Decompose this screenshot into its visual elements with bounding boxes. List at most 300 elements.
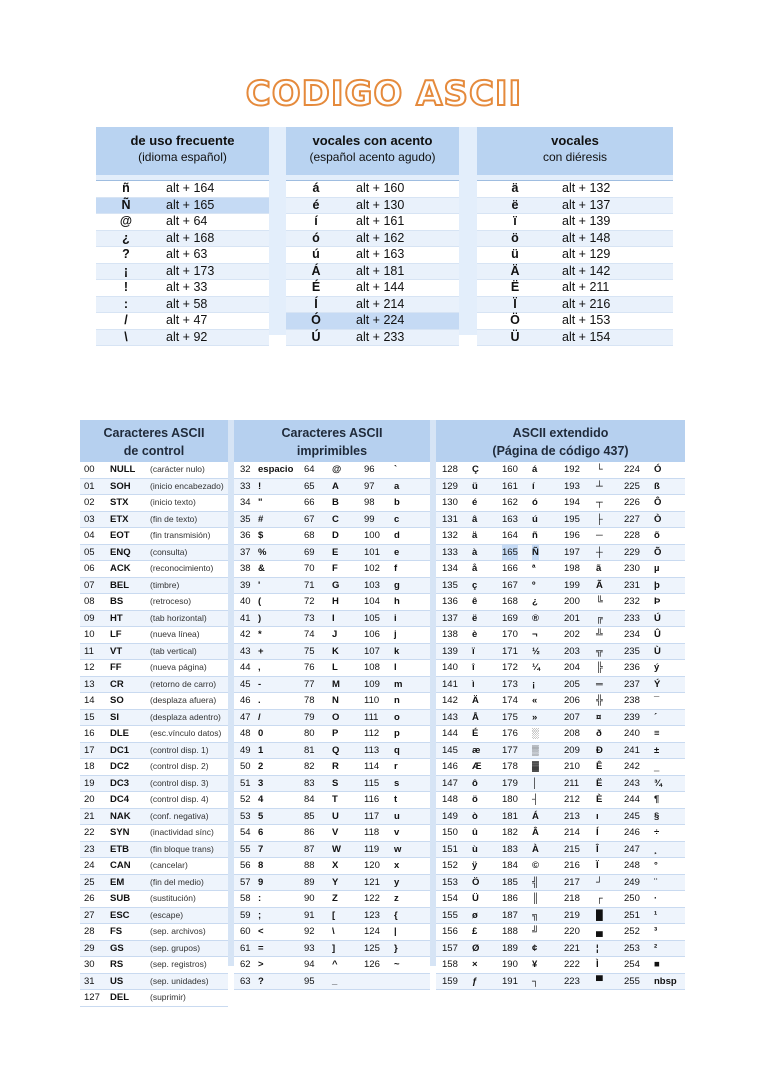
character: B: [332, 497, 339, 508]
table-row: [80, 974, 228, 991]
character: ú: [532, 513, 538, 525]
table-row: [477, 280, 673, 297]
description: (nueva página): [150, 662, 207, 672]
character: Å: [472, 711, 479, 723]
character: í: [532, 480, 535, 492]
character: ¡: [123, 263, 129, 278]
character: ─: [596, 530, 603, 541]
table-row: [234, 759, 430, 776]
character: ã: [596, 563, 602, 574]
mnemonic: EOT: [110, 530, 130, 541]
table-row: [96, 214, 269, 231]
code: 117: [364, 810, 380, 822]
code: 51: [240, 777, 251, 789]
character: ÷: [654, 827, 660, 838]
character: S: [332, 777, 339, 789]
character: ö: [472, 794, 478, 805]
alt-code: alt + 161: [356, 214, 405, 228]
code: 183: [502, 843, 518, 855]
table-row: [436, 924, 685, 941]
character: ç: [472, 579, 478, 591]
character: Ã: [596, 579, 603, 591]
table-row: [80, 611, 228, 628]
code: 34: [240, 497, 251, 508]
code: 79: [304, 711, 315, 723]
character: @: [332, 464, 342, 475]
character: ¬: [532, 629, 538, 640]
code: 41: [240, 612, 251, 624]
code: 69: [304, 546, 315, 558]
character: ): [258, 612, 262, 624]
code: 132: [442, 530, 458, 541]
table-row: [80, 990, 228, 1007]
table-row: [80, 462, 228, 479]
mnemonic: SO: [110, 695, 124, 706]
table-row: [234, 693, 430, 710]
character: Ö: [472, 876, 480, 888]
alt-code: alt + 154: [562, 329, 611, 344]
description: (suprimir): [150, 992, 186, 1002]
printable-header: [234, 420, 430, 462]
code: 217: [564, 876, 580, 888]
character: o: [394, 711, 400, 723]
alt-code: alt + 164: [166, 181, 215, 195]
code: 237: [624, 678, 640, 690]
character: ü: [511, 247, 519, 261]
alt-code: alt + 137: [562, 197, 611, 212]
code: 01: [84, 480, 95, 492]
code: 252: [624, 926, 640, 937]
table-row: [436, 825, 685, 842]
code: 129: [442, 480, 458, 492]
character: é: [472, 497, 478, 508]
character: Z: [332, 893, 338, 904]
code: 152: [442, 860, 458, 871]
code: 240: [624, 728, 640, 739]
table-row: [286, 297, 459, 314]
character: È: [596, 794, 603, 805]
mnemonic: HT: [110, 612, 123, 624]
character: ▒: [532, 744, 539, 756]
code: 156: [442, 926, 458, 937]
character: !: [123, 280, 129, 294]
character: 8: [258, 860, 264, 871]
character: w: [394, 843, 402, 855]
extended-header: [436, 420, 685, 462]
code: 140: [442, 662, 458, 673]
code: 191: [502, 975, 518, 987]
table-row: [286, 198, 459, 215]
code: 190: [502, 959, 518, 970]
character: ü: [472, 480, 478, 492]
code: 118: [364, 827, 380, 838]
mnemonic: DC2: [110, 761, 130, 772]
code: 155: [442, 909, 458, 921]
alt-code: alt + 63: [166, 247, 208, 261]
description: (retroceso): [150, 596, 192, 606]
code: 105: [364, 612, 380, 624]
character: á: [532, 464, 538, 475]
table-row: [286, 247, 459, 264]
table-row: [80, 561, 228, 578]
table-row: [80, 627, 228, 644]
character: ô: [472, 777, 478, 789]
code: 127: [84, 992, 100, 1003]
section-rows: [477, 180, 673, 346]
table-row: [286, 313, 459, 330]
character: ?: [258, 975, 264, 987]
character: E: [332, 546, 339, 558]
character: a: [394, 480, 400, 492]
code: 106: [364, 629, 380, 640]
code: 06: [84, 563, 95, 574]
table-row: [96, 231, 269, 248]
character: å: [472, 563, 478, 574]
code: 171: [502, 645, 518, 657]
code: 243: [624, 777, 640, 789]
character: M: [332, 678, 340, 690]
table-row: [80, 743, 228, 760]
table-row: [234, 627, 430, 644]
code: 13: [84, 678, 95, 690]
code: 136: [442, 596, 458, 607]
description: (sep. archivos): [150, 926, 206, 936]
code: 28: [84, 926, 95, 937]
code: 236: [624, 662, 640, 673]
section-header: [477, 127, 673, 175]
alt-code: alt + 132: [562, 181, 611, 195]
character: Ü: [472, 893, 479, 904]
table-row: [234, 792, 430, 809]
code: 170: [502, 629, 518, 640]
code: 80: [304, 728, 315, 739]
character: █: [596, 909, 603, 921]
code: 75: [304, 645, 315, 657]
code: 19: [84, 777, 95, 789]
character: ñ: [532, 530, 538, 541]
code: 88: [304, 860, 315, 871]
mnemonic: ESC: [110, 909, 130, 921]
code: 94: [304, 959, 315, 970]
code: 134: [442, 563, 458, 574]
code: 25: [84, 876, 95, 888]
code: 49: [240, 744, 251, 756]
table-row: [234, 545, 430, 562]
mnemonic: STX: [110, 497, 129, 508]
table-row: [234, 908, 430, 925]
code: 142: [442, 695, 458, 706]
mnemonic: RS: [110, 959, 124, 970]
ascii-table: [80, 420, 685, 1003]
table-row: [80, 726, 228, 743]
alt-codes-table: [96, 127, 673, 344]
alt-code: alt + 181: [356, 263, 405, 278]
code: 175: [502, 711, 518, 723]
mnemonic: CR: [110, 678, 124, 690]
table-row: [234, 710, 430, 727]
code: 31: [84, 975, 95, 987]
character: Ä: [510, 263, 520, 278]
character: ║: [532, 893, 539, 904]
code: 125: [364, 942, 380, 954]
table-row: [436, 776, 685, 793]
character: Ì: [596, 959, 599, 970]
alt-code: alt + 216: [562, 296, 611, 311]
code: 14: [84, 695, 95, 706]
character: >: [258, 959, 264, 970]
character: │: [532, 777, 538, 789]
character: Ð: [596, 744, 603, 756]
code: 116: [364, 794, 380, 805]
code: 201: [564, 612, 580, 624]
character: «: [532, 695, 538, 706]
character: z: [394, 893, 399, 904]
character: v: [394, 827, 400, 838]
table-row: [436, 842, 685, 859]
section-title: vocales con acento: [312, 133, 433, 148]
description: (timbre): [150, 579, 180, 590]
code: 62: [240, 959, 251, 970]
code: 11: [84, 645, 94, 657]
printable-characters-section: [234, 420, 430, 987]
table-row: [234, 677, 430, 694]
mnemonic: FS: [110, 926, 123, 937]
character: Ç: [472, 464, 479, 475]
table-row: [96, 198, 269, 215]
code: 193: [564, 480, 580, 492]
code: 213: [564, 810, 580, 822]
code: 137: [442, 612, 458, 624]
code: 147: [442, 777, 458, 789]
alt-code: alt + 142: [562, 263, 611, 278]
code: 05: [84, 546, 95, 558]
table-row: [436, 891, 685, 908]
alt-code: alt + 92: [166, 329, 208, 344]
table-row: [436, 578, 685, 595]
character: Ê: [596, 761, 603, 772]
table-row: [80, 759, 228, 776]
character: ┐: [532, 975, 539, 987]
code: 234: [624, 629, 640, 640]
code: 18: [84, 761, 95, 772]
table-row: [96, 181, 269, 198]
character: þ: [654, 579, 660, 591]
section-subtitle: con diéresis: [542, 150, 608, 164]
character: ì: [472, 678, 475, 690]
code: 58: [240, 893, 251, 904]
table-row: [80, 908, 228, 925]
character: q: [394, 744, 400, 756]
code: 66: [304, 497, 315, 508]
code: 77: [304, 678, 315, 690]
character: ?: [122, 247, 130, 261]
code: 212: [564, 794, 580, 805]
character: ┬: [596, 497, 603, 508]
code: 153: [442, 876, 458, 888]
code: 99: [364, 513, 375, 525]
character: ï: [513, 214, 517, 228]
character: ó: [312, 230, 320, 245]
description: (nueva línea): [150, 629, 200, 639]
table-row: [234, 561, 430, 578]
character: Û: [654, 629, 661, 640]
character: x: [394, 860, 400, 871]
character: ┼: [596, 546, 603, 558]
character: /: [258, 711, 261, 723]
character: Ñ: [121, 197, 131, 212]
code: 139: [442, 645, 458, 657]
code: 03: [84, 513, 95, 525]
character: m: [394, 678, 403, 690]
table-row: [286, 264, 459, 281]
alt-code: alt + 153: [562, 313, 611, 327]
character: Q: [332, 744, 340, 756]
table-row: [436, 792, 685, 809]
table-row: [234, 726, 430, 743]
character: t: [394, 794, 398, 805]
mnemonic: SYN: [110, 827, 130, 838]
character: ¦: [596, 942, 599, 954]
code: 182: [502, 827, 518, 838]
code: 150: [442, 827, 458, 838]
table-row: [234, 924, 430, 941]
character: 1: [258, 744, 264, 756]
character: r: [394, 761, 398, 772]
character: \: [124, 329, 128, 344]
code: 209: [564, 744, 580, 756]
code: 161: [502, 480, 518, 492]
character: 6: [258, 827, 264, 838]
character: -: [258, 678, 262, 690]
table-row: [234, 644, 430, 661]
code: 109: [364, 678, 380, 690]
code: 10: [84, 629, 95, 640]
character: ¯: [654, 695, 660, 706]
code: 174: [502, 695, 518, 706]
alt-code: alt + 58: [166, 296, 208, 311]
code: 145: [442, 744, 458, 756]
code: 82: [304, 761, 315, 772]
table-row: [436, 941, 685, 958]
code: 159: [442, 975, 458, 987]
character: Á: [532, 810, 539, 822]
code: 206: [564, 695, 580, 706]
table-row: [234, 743, 430, 760]
code: 141: [442, 678, 458, 690]
character: \: [332, 926, 335, 937]
code: 239: [624, 711, 640, 723]
character: `: [394, 464, 398, 475]
character: D: [332, 530, 339, 541]
code: 12: [84, 662, 95, 673]
code: 90: [304, 893, 315, 904]
code: 130: [442, 497, 458, 508]
code: 73: [304, 612, 315, 624]
code: 92: [304, 926, 315, 937]
alt-codes-section: [477, 127, 673, 344]
description: (inicio texto): [150, 497, 196, 507]
code: 185: [502, 876, 518, 888]
character: e: [394, 546, 400, 558]
table-row: [477, 198, 673, 215]
character: ¹: [654, 909, 658, 921]
character: |: [394, 926, 397, 937]
character: ░: [532, 728, 539, 739]
table-row: [436, 809, 685, 826]
character: ø: [472, 909, 478, 921]
alt-codes-section: [96, 127, 269, 344]
code: 133: [442, 546, 458, 558]
code: 162: [502, 497, 518, 508]
table-row: [436, 726, 685, 743]
section-header: [286, 127, 459, 175]
character: W: [332, 843, 341, 855]
character: 7: [258, 843, 264, 855]
character: l: [394, 662, 397, 673]
character: í: [314, 214, 318, 228]
character: @: [119, 214, 133, 228]
code: 56: [240, 860, 251, 871]
description: (tab vertical): [150, 645, 197, 656]
character: ": [258, 497, 263, 508]
table-row: [80, 809, 228, 826]
code: 224: [624, 464, 640, 475]
code: 176: [502, 728, 518, 739]
character: ¢: [532, 942, 538, 954]
code: 251: [624, 909, 640, 921]
table-row: [96, 264, 269, 281]
description: (carácter nulo): [150, 464, 205, 474]
character: ó: [532, 497, 538, 508]
code: 222: [564, 959, 580, 970]
character: (: [258, 596, 262, 607]
code: 144: [442, 728, 458, 739]
code: 96: [364, 464, 375, 475]
character: g: [394, 579, 400, 591]
code: 218: [564, 893, 580, 904]
character: Í: [596, 827, 599, 838]
mnemonic: US: [110, 975, 124, 987]
character: :: [123, 296, 129, 311]
code: 70: [304, 563, 315, 574]
table-row: [436, 528, 685, 545]
character: #: [258, 513, 264, 525]
table-row: [80, 644, 228, 661]
character: Ý: [654, 678, 661, 690]
character: V: [332, 827, 339, 838]
character: Þ: [654, 596, 661, 607]
table-row: [80, 479, 228, 496]
character: ı: [596, 810, 599, 822]
code: 172: [502, 662, 518, 673]
character: ð: [596, 728, 602, 739]
table-row: [234, 495, 430, 512]
code: 65: [304, 480, 315, 492]
character: K: [332, 645, 339, 657]
table-row: [234, 957, 430, 974]
character: é: [312, 197, 320, 212]
character: Ë: [510, 280, 520, 294]
character: ä: [511, 181, 519, 195]
code: 205: [564, 678, 580, 690]
table-row: [234, 875, 430, 892]
character: H: [332, 596, 339, 607]
code: 113: [364, 744, 380, 756]
character: ³: [654, 926, 658, 937]
table-row: [436, 479, 685, 496]
alt-code: alt + 168: [166, 230, 215, 245]
code: 168: [502, 596, 518, 607]
